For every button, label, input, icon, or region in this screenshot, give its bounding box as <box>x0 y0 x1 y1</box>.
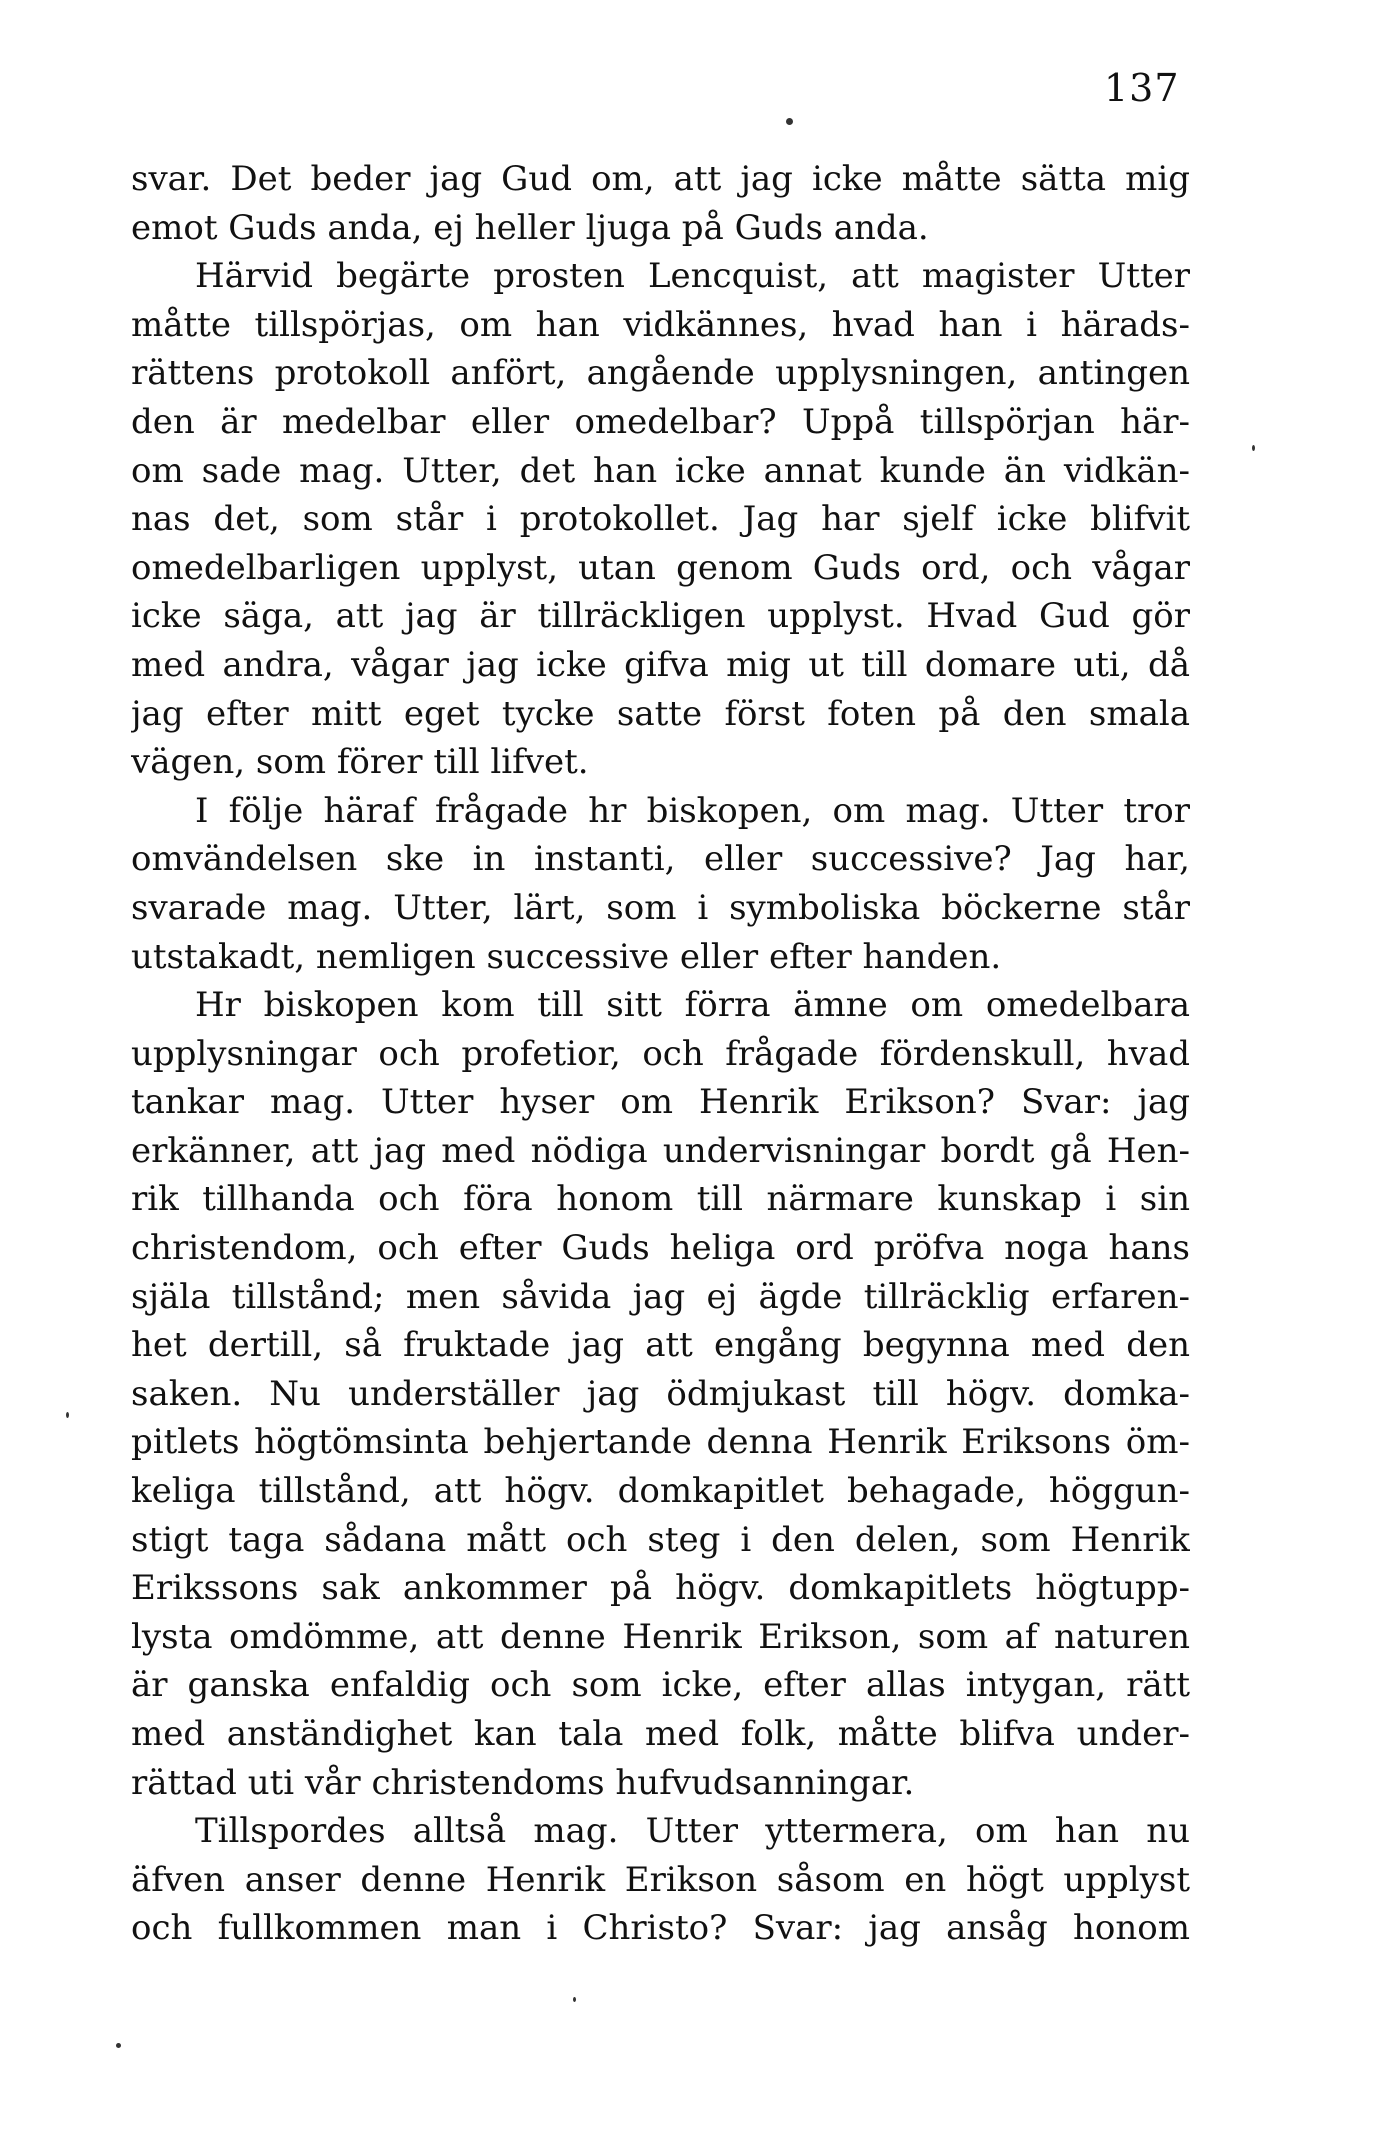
text-line: och fullkommen man i Christo? Svar: jag ansåg honom <box>131 1908 1190 1949</box>
text-line: om sade mag. Utter, det han icke annat kunde än vidkän- <box>131 450 1190 491</box>
text-line: svar. Det beder jag Gud om, att jag icke måtte sätta mig <box>131 159 1190 199</box>
text-line: vägen, som förer till lifvet. <box>131 742 589 783</box>
ink-speck <box>573 1997 576 2002</box>
text-line: nas det, som står i protokollet. Jag har sjelf icke blifvit <box>131 499 1190 540</box>
text-line: äfven anser denne Henrik Erikson såsom en högt upplyst <box>131 1859 1190 1900</box>
text-line: Erikssons sak ankommer på högv. domkapitlets högtupp- <box>131 1568 1190 1609</box>
text-line: upplysningar och profetior, och frågade fördenskull, hvad <box>131 1033 1190 1074</box>
ink-speck <box>116 2043 121 2048</box>
text-line: måtte tillspörjas, om han vidkännes, hvad han i härads- <box>131 304 1190 345</box>
text-line: utstakadt, nemligen successive eller efter handen. <box>131 936 1002 977</box>
text-line: jag efter mitt eget tycke satte först foten på den smala <box>131 693 1190 734</box>
text-line: het dertill, så fruktade jag att engång begynna med den <box>131 1325 1190 1366</box>
text-line: Tillspordes alltså mag. Utter yttermera, om han nu <box>195 1811 1190 1852</box>
text-line: stigt taga sådana mått och steg i den delen, som Henrik <box>131 1519 1190 1560</box>
body-text <box>131 155 1190 1953</box>
text-line: Härvid begärte prosten Lencquist, att magister Utter <box>195 256 1190 297</box>
text-line: omedelbarligen upplyst, utan genom Guds ord, och vågar <box>131 547 1190 588</box>
ink-speck <box>66 1412 69 1418</box>
text-line: saken. Nu underställer jag ödmjukast till högv. domka- <box>131 1373 1190 1414</box>
text-line: rättad uti vår christendoms hufvudsanningar. <box>131 1762 915 1803</box>
text-line: pitlets högtömsinta behjertande denna Henrik Eriksons öm- <box>131 1422 1190 1463</box>
text-line: är ganska enfaldig och som icke, efter allas intygan, rätt <box>131 1665 1190 1706</box>
ink-speck <box>1252 445 1255 451</box>
text-line: icke säga, att jag är tillräckligen upplyst. Hvad Gud gör <box>131 596 1190 637</box>
text-line: Hr biskopen kom till sitt förra ämne om omedelbara <box>195 985 1190 1026</box>
text-line: emot Guds anda, ej heller ljuga på Guds anda. <box>131 207 929 248</box>
text-line: lysta omdömme, att denne Henrik Erikson, som af naturen <box>131 1616 1190 1657</box>
text-line: omvändelsen ske in instanti, eller successive? Jag har, <box>131 839 1190 880</box>
text-line: keliga tillstånd, att högv. domkapitlet behagade, höggun- <box>131 1471 1190 1512</box>
text-line: den är medelbar eller omedelbar? Uppå tillspörjan här- <box>131 401 1190 442</box>
page-number: 137 <box>1104 66 1180 110</box>
text-line: med anständighet kan tala med folk, måtte blifva under- <box>131 1714 1190 1754</box>
text-line: christendom, och efter Guds heliga ord pröfva noga hans <box>131 1228 1190 1269</box>
text-line: rättens protokoll anfört, angående upplysningen, antingen <box>131 353 1190 394</box>
text-line: svarade mag. Utter, lärt, som i symboliska böckerne står <box>131 887 1190 928</box>
ink-speck <box>786 118 793 125</box>
text-line: rik tillhanda och föra honom till närmare kunskap i sin <box>131 1179 1190 1220</box>
text-line: tankar mag. Utter hyser om Henrik Erikson? Svar: jag <box>131 1082 1190 1123</box>
text-line: med andra, vågar jag icke gifva mig ut till domare uti, då <box>131 644 1190 685</box>
text-line: I följe häraf frågade hr biskopen, om mag. Utter tror <box>195 790 1190 831</box>
text-line: själa tillstånd; men såvida jag ej ägde tillräcklig erfaren- <box>131 1276 1190 1317</box>
text-line: erkänner, att jag med nödiga undervisningar bordt gå Hen- <box>131 1130 1190 1171</box>
